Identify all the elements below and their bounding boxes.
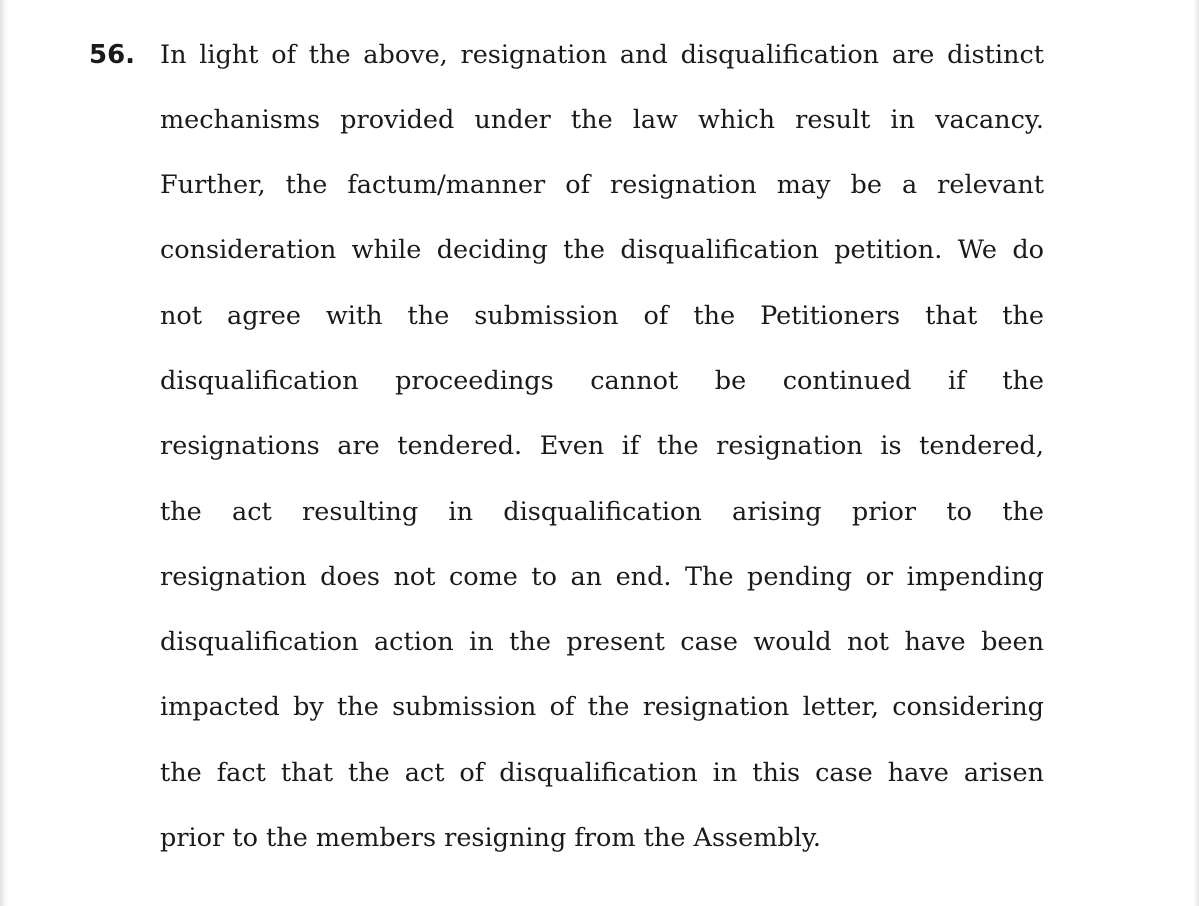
page-left-edge [0,0,8,906]
paragraph-line: not agree with the submission of the Petitioners that the [160,301,1044,331]
paragraph-number: 56. [89,40,136,70]
paragraph-line: impacted by the submission of the resignation letter, considering [160,692,1044,722]
paragraph-line: In light of the above, resignation and disqualification are distinct [160,40,1044,70]
paragraph-line: Further, the factum/manner of resignation may be a relevant [160,170,1044,200]
paragraph-line: the fact that the act of disqualification in this case have arisen [160,758,1044,788]
paragraph-line: disqualification action in the present case would not have been [160,627,1044,657]
paragraph-line: consideration while deciding the disqualification petition. We do [160,235,1044,265]
paragraph-line: resignation does not come to an end. The pending or impending [160,562,1044,592]
paragraph-line: the act resulting in disqualification arising prior to the [160,497,1044,527]
paragraph-line: mechanisms provided under the law which result in vacancy. [160,105,1044,135]
page-right-edge [1193,0,1199,906]
paragraph-line: disqualification proceedings cannot be continued if the [160,366,1044,396]
paragraph-line: prior to the members resigning from the Assembly. [160,823,822,853]
paragraph-line: resignations are tendered. Even if the resignation is tendered, [160,431,1044,461]
